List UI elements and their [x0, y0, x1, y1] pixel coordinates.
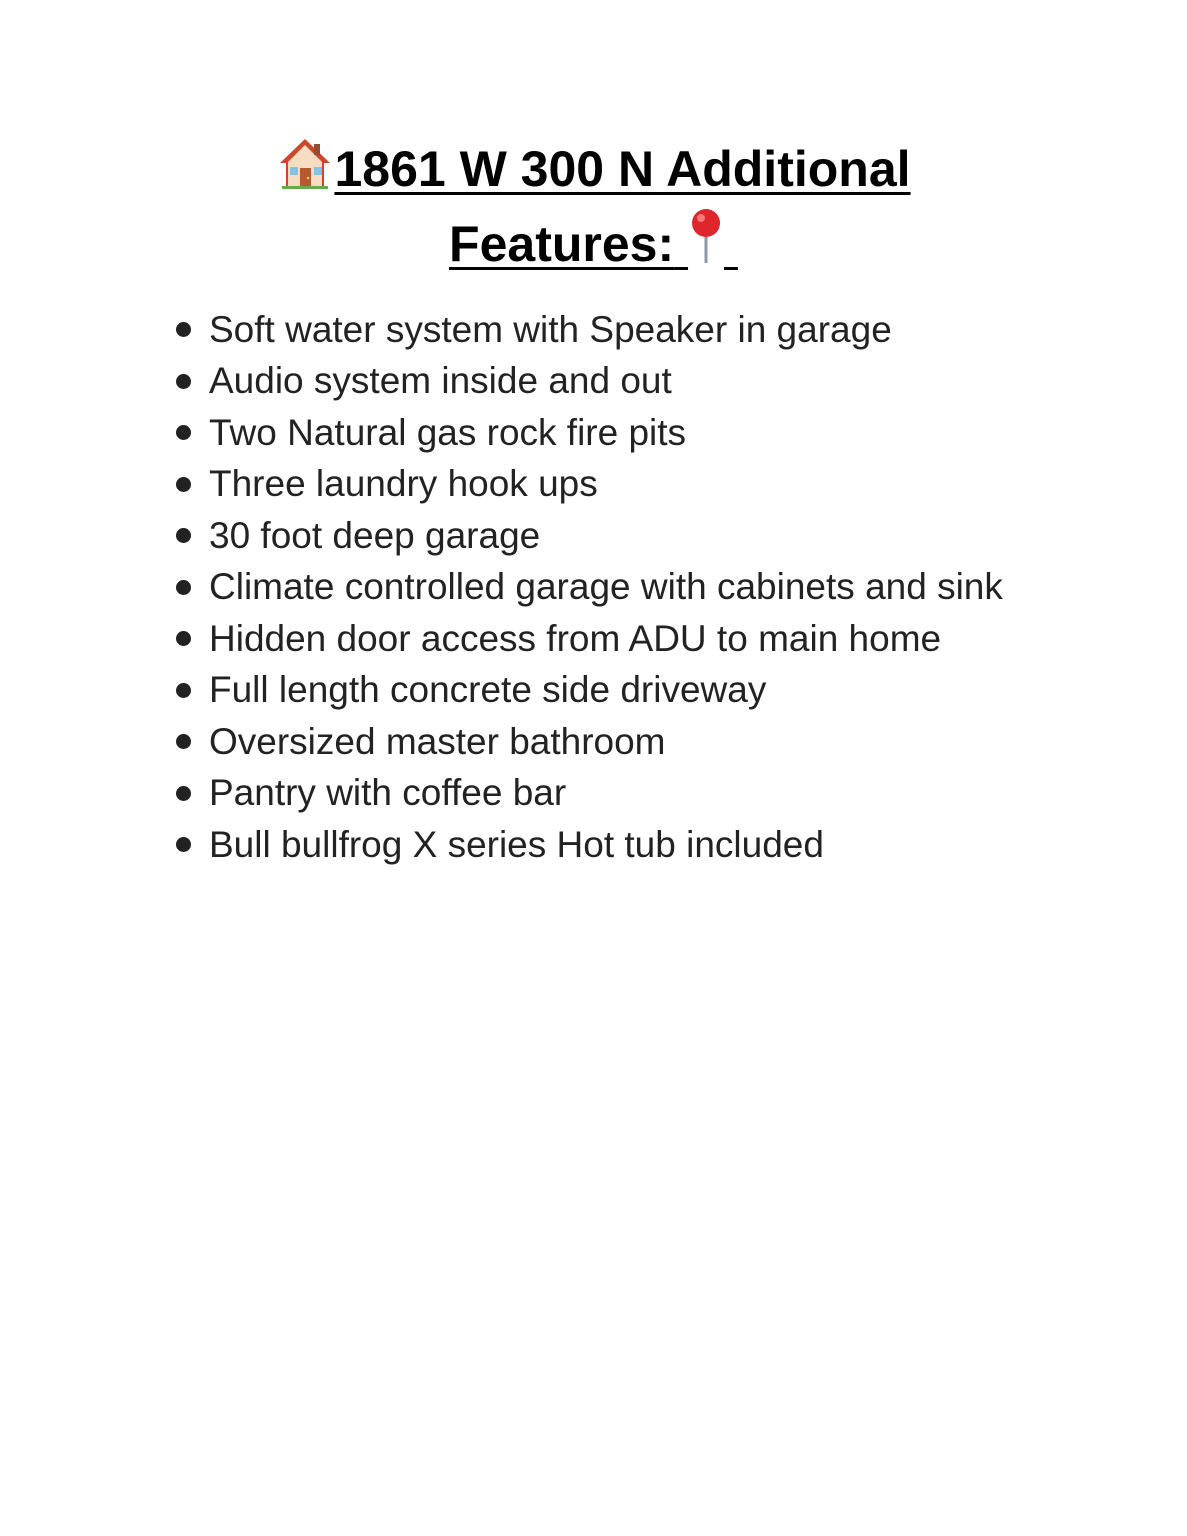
bullet-icon [176, 631, 191, 646]
bullet-icon [176, 425, 191, 440]
list-item [176, 510, 1003, 562]
bullet-icon [176, 837, 191, 852]
feature-text: Full length concrete side driveway [209, 669, 767, 711]
bullet-icon [176, 786, 191, 801]
list-item [176, 819, 1003, 871]
list-item [176, 665, 1003, 717]
feature-text: Audio system inside and out [209, 360, 672, 402]
feature-text: Hidden door access from ADU to main home [209, 617, 942, 659]
bullet-icon [176, 683, 191, 698]
bullet-icon [176, 734, 191, 749]
feature-text: Two Natural gas rock fire pits [209, 411, 687, 453]
feature-text: Bull bullfrog X series Hot tub included [209, 823, 824, 865]
bullet-icon [176, 322, 191, 337]
title-text-line1: 1861 W 300 N Additional [334, 141, 911, 197]
title-line-2 [0, 207, 1187, 282]
bullet-icon [176, 580, 191, 595]
bullet-icon [176, 528, 191, 543]
features-list [176, 304, 1003, 871]
title-text-line2: Features: [449, 216, 675, 272]
list-item [176, 562, 1003, 614]
list-item [176, 613, 1003, 665]
feature-text: 30 foot deep garage [209, 514, 541, 556]
feature-text: Three laundry hook ups [209, 463, 598, 505]
house-icon [276, 136, 334, 207]
list-item [176, 407, 1003, 459]
feature-text: Climate controlled garage with cabinets and sink [209, 566, 1003, 608]
list-item [176, 716, 1003, 768]
list-item [176, 356, 1003, 408]
list-item [176, 304, 1003, 356]
feature-text: Pantry with coffee bar [209, 772, 567, 814]
feature-text: Soft water system with Speaker in garage [209, 308, 892, 350]
list-item [176, 459, 1003, 511]
round-pushpin-icon [688, 207, 724, 282]
title-line-1 [0, 136, 1187, 207]
document-title [0, 136, 1187, 282]
bullet-icon [176, 477, 191, 492]
feature-text: Oversized master bathroom [209, 720, 666, 762]
bullet-icon [176, 374, 191, 389]
list-item [176, 768, 1003, 820]
